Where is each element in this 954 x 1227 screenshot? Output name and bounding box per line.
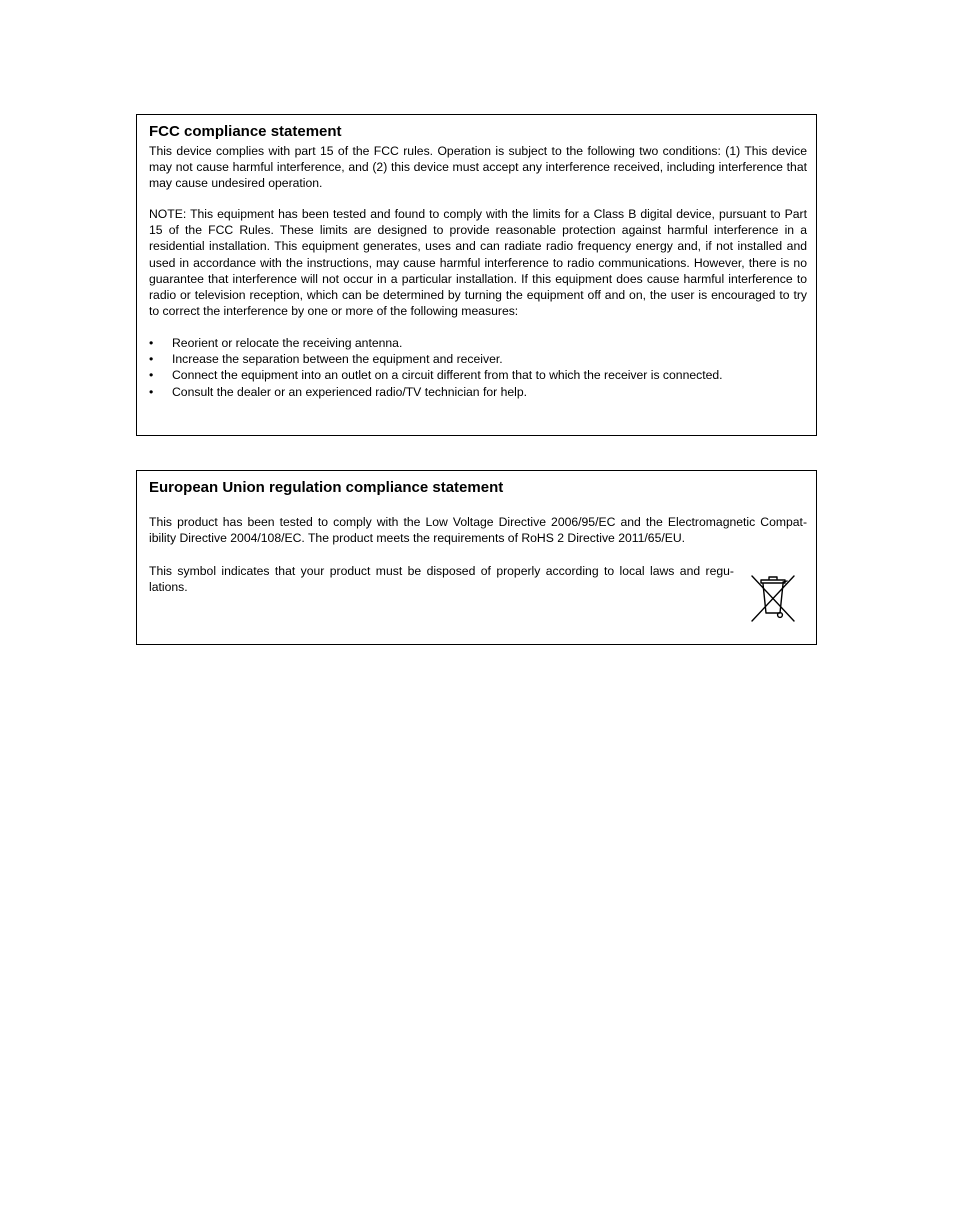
eu-title: European Union regulation compliance statement: [149, 479, 504, 496]
bullet-marker: •: [149, 368, 154, 383]
measure-text: Connect the equipment into an outlet on a circuit different from that to which the receiver is connected.: [172, 368, 723, 383]
crossed-out-wheeled-bin-icon: [750, 575, 796, 623]
list-item: [149, 384, 723, 400]
eu-compliance-section: [136, 470, 817, 645]
bullet-marker: •: [149, 336, 154, 350]
eu-paragraph-disposal: This symbol indicates that your product must be disposed of properly according to local laws and regu-lations.: [149, 564, 734, 595]
fcc-paragraph-note: NOTE: This equipment has been tested and found to comply with the limits for a Class B digital device, pursuant to Part 15 of the FCC Rules. These limits are designed to provide reasonable protection against harmful interference in a residential installation. This equipment generates, uses and can radiate radio frequency energy and, if not installed and used in accordance with the instructions, may cause harmful interference to radio communications. However, there is no guarantee that interference will not occur in a particular installation. If this equipment does cause harmful interference to radio or television reception, which can be determined by turning the equipment off and on, the user is encouraged to try to correct the interference by one or more of the following measures:: [149, 207, 807, 319]
list-item: [149, 351, 723, 367]
fcc-title: FCC compliance statement: [149, 123, 342, 140]
fcc-compliance-section: [136, 114, 817, 436]
list-item: [149, 335, 723, 351]
measure-text: Reorient or relocate the receiving antenna.: [172, 336, 403, 350]
fcc-paragraph-conditions: This device complies with part 15 of the FCC rules. Operation is subject to the following two conditions: (1) This device may not cause harmful interference, and (2) this device must accept any interference received, including interference that may cause undesired operation.: [149, 144, 807, 191]
list-item: [149, 367, 723, 383]
measure-text: Increase the separation between the equipment and receiver.: [172, 352, 503, 367]
bullet-marker: •: [149, 384, 154, 399]
fcc-measures-list: [149, 335, 723, 400]
eu-paragraph-directives: This product has been tested to comply with the Low Voltage Directive 2006/95/EC and the Electromagnetic Compat-ibility Directive 2004/108/EC. The product meets the requirements of RoHS 2 Directive 2011/65/EU.: [149, 515, 807, 546]
measure-text: Consult the dealer or an experienced radio/TV technician for help.: [172, 384, 528, 399]
bullet-marker: •: [149, 352, 154, 367]
